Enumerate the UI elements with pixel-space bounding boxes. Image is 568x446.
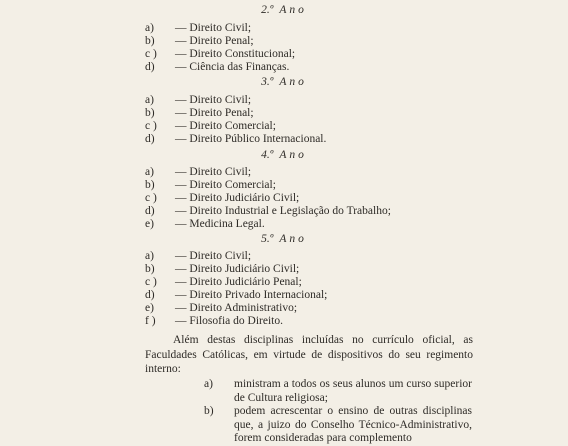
list-text: — Direito Administrativo;	[175, 302, 298, 314]
year-word: Ano	[279, 76, 307, 88]
list-item	[145, 166, 251, 179]
list-text: — Filosofia do Direito.	[175, 315, 283, 327]
list-item	[145, 218, 265, 231]
list-marker: c )	[145, 120, 157, 132]
list-marker: e)	[145, 302, 154, 314]
list-marker: a)	[204, 378, 213, 390]
list-item	[145, 289, 327, 302]
list-item	[145, 315, 283, 328]
year-number: 3.º	[261, 76, 274, 88]
list-marker: c )	[145, 192, 157, 204]
year-word: Ano	[279, 149, 307, 161]
body-paragraph: Além destas disciplinas incluídas no currículo oficial, as Faculdades Católicas, em virtude de dispositivos do seu regimento interno:	[145, 334, 473, 375]
year-number: 5.º	[261, 233, 274, 245]
list-item	[145, 94, 251, 107]
list-text: — Direito Comercial;	[175, 179, 276, 191]
list-marker: d)	[145, 133, 155, 145]
list-text: — Direito Civil;	[175, 22, 252, 34]
list-marker: d)	[145, 205, 155, 217]
list-item	[145, 192, 299, 205]
list-item	[145, 133, 326, 146]
list-marker: a)	[145, 22, 154, 34]
list-text: — Direito Judiciário Civil;	[175, 192, 300, 204]
list-text: — Ciência das Finanças.	[175, 61, 290, 73]
list-text: — Direito Penal;	[175, 35, 254, 47]
list-text: — Direito Privado Internacional;	[175, 289, 328, 301]
year-number: 2.º	[261, 4, 274, 16]
list-item	[145, 61, 289, 74]
list-text: — Direito Judiciário Civil;	[175, 263, 300, 275]
list-item	[145, 276, 302, 289]
list-text: — Medicina Legal.	[175, 218, 265, 230]
list-item	[145, 205, 391, 218]
list-item	[145, 22, 251, 35]
list-text: — Direito Penal;	[175, 107, 254, 119]
list-marker: c )	[145, 276, 157, 288]
list-item	[145, 250, 251, 263]
list-item	[145, 48, 295, 61]
list-text: — Direito Civil;	[175, 166, 252, 178]
list-text: — Direito Judiciário Penal;	[175, 276, 302, 288]
list-item	[145, 179, 276, 192]
list-text: podem acrescentar o ensino de outras disciplinas que, a juizo do Conselho Técnico-Administrativo, forem consideradas para complemento	[234, 405, 472, 444]
list-text: — Direito Civil;	[175, 94, 252, 106]
list-marker: a)	[145, 250, 154, 262]
year-word: Ano	[279, 233, 307, 245]
list-item	[145, 302, 297, 315]
list-marker: b)	[145, 107, 155, 119]
list-marker: c )	[145, 48, 157, 60]
sub-list-item	[204, 405, 472, 446]
list-marker: b)	[204, 405, 214, 417]
list-text: ministram a todos os seus alunos um curso superior de Cultura religiosa;	[234, 378, 472, 404]
list-marker: a)	[145, 94, 154, 106]
list-text: — Direito Público Internacional.	[175, 133, 327, 145]
year-word: Ano	[279, 4, 307, 16]
year-heading	[0, 233, 568, 245]
list-marker: f )	[145, 315, 156, 327]
list-item	[145, 107, 254, 120]
list-item	[145, 35, 254, 48]
list-text: — Direito Industrial e Legislação do Trabalho;	[175, 205, 391, 217]
list-marker: b)	[145, 263, 155, 275]
list-marker: d)	[145, 61, 155, 73]
year-heading	[0, 4, 568, 16]
list-marker: b)	[145, 179, 155, 191]
list-marker: a)	[145, 166, 154, 178]
list-text: — Direito Civil;	[175, 250, 252, 262]
year-heading	[0, 149, 568, 161]
list-marker: b)	[145, 35, 155, 47]
list-item	[145, 263, 299, 276]
sub-list-item	[204, 378, 472, 405]
year-heading	[0, 76, 568, 88]
list-marker: e)	[145, 218, 154, 230]
list-item	[145, 120, 276, 133]
list-text: — Direito Constitucional;	[175, 48, 296, 60]
list-text: — Direito Comercial;	[175, 120, 276, 132]
list-marker: d)	[145, 289, 155, 301]
year-number: 4.º	[261, 149, 274, 161]
